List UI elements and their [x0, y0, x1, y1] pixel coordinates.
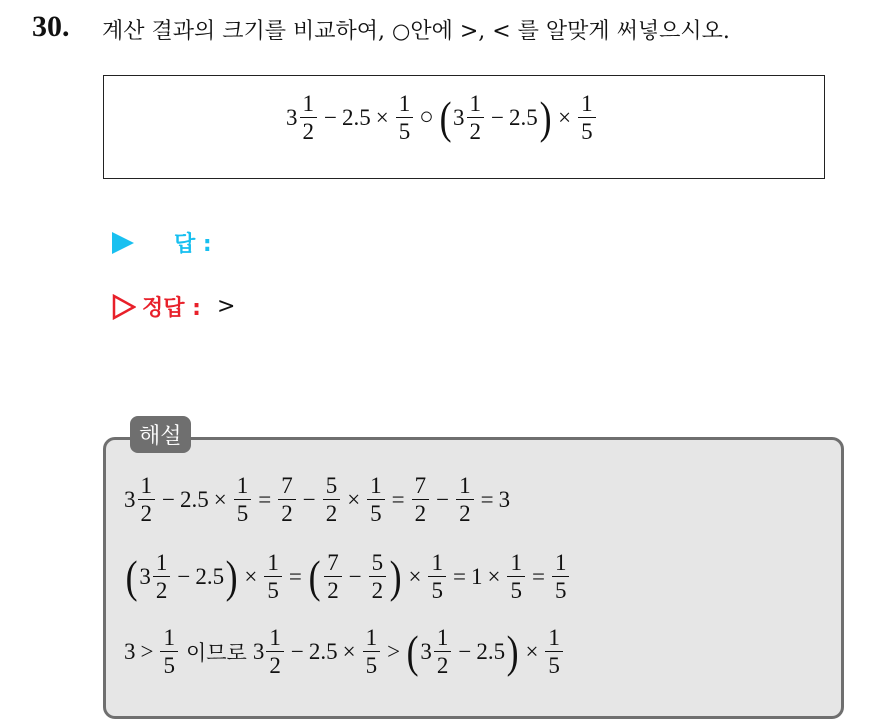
denominator: 2: [269, 653, 281, 678]
denominator: 2: [281, 501, 293, 526]
times-sign: ×: [347, 486, 361, 512]
denominator: 5: [431, 578, 443, 603]
mixed-whole: 3: [139, 563, 151, 589]
mixed-whole: 3: [453, 104, 465, 130]
denominator: 2: [459, 501, 471, 526]
equals-sign: =: [531, 563, 545, 589]
integer: 3: [124, 638, 136, 664]
equals-sign: =: [288, 563, 302, 589]
numerator: 7: [412, 474, 430, 500]
decimal: 2.5: [179, 486, 209, 512]
denominator: 2: [414, 501, 427, 526]
answer-label: 답 :: [174, 232, 212, 257]
denominator: 5: [581, 119, 593, 144]
prompt-text-end: 안에 >, < 를 알맞게 써넣으시오.: [410, 19, 730, 44]
times-sign: ×: [408, 563, 422, 589]
denominator: 5: [267, 578, 279, 603]
denominator: 5: [510, 578, 522, 603]
decimal: 2.5: [341, 104, 371, 130]
minus-sign: −: [302, 486, 316, 512]
denominator: 5: [236, 501, 249, 526]
left-paren: (: [125, 550, 138, 602]
minus-sign: −: [491, 104, 505, 130]
fraction: [153, 551, 171, 602]
numerator: 5: [369, 551, 387, 577]
minus-sign: −: [177, 563, 191, 589]
fraction: [323, 474, 341, 525]
solution-line-3: [124, 626, 565, 677]
right-paren: ): [389, 550, 402, 602]
minus-sign: −: [162, 486, 175, 512]
denominator: 2: [155, 578, 168, 603]
fraction: [428, 551, 446, 602]
numerator: 1: [545, 626, 563, 652]
solution-tab: 해설: [130, 416, 191, 453]
numerator: 1: [138, 474, 156, 500]
correct-answer-row: [112, 291, 235, 322]
integer: 1: [470, 563, 483, 589]
result: 3: [498, 486, 511, 512]
denominator: 2: [302, 119, 314, 144]
fraction: [545, 626, 563, 677]
mixed-whole: 3: [252, 638, 265, 664]
problem-expression: [286, 92, 598, 143]
numerator: 1: [300, 92, 318, 118]
blank-circle-icon: ○: [419, 104, 434, 130]
numerator: 1: [552, 551, 570, 577]
numerator: 1: [367, 474, 385, 500]
numerator: 1: [507, 551, 525, 577]
equals-sign: =: [391, 486, 405, 512]
equals-sign: =: [480, 486, 494, 512]
prompt-text: 계산 결과의 크기를 비교하여,: [102, 19, 392, 44]
right-paren: ): [539, 91, 552, 143]
times-sign: ×: [375, 104, 389, 130]
play-arrow-icon: [112, 232, 134, 254]
denominator: 2: [327, 578, 339, 603]
numerator: 1: [467, 92, 485, 118]
equals-sign: =: [258, 486, 272, 512]
numerator: 1: [363, 626, 381, 652]
numerator: 1: [578, 92, 596, 118]
minus-sign: −: [436, 486, 450, 512]
fraction: [507, 551, 525, 602]
correct-answer-value: >: [216, 294, 236, 319]
outline-arrow-icon: [112, 294, 136, 320]
fraction: [138, 474, 156, 525]
denominator: 5: [548, 653, 560, 678]
fraction: [266, 626, 284, 677]
left-paren: (: [439, 91, 452, 143]
fraction: [434, 626, 452, 677]
right-paren: ): [225, 550, 238, 602]
times-sign: ×: [213, 486, 227, 512]
solution-line-1: [124, 474, 510, 525]
fraction: [367, 474, 385, 525]
numerator: 1: [396, 92, 414, 118]
korean-conjunction: 이므로: [185, 640, 247, 665]
correct-answer-label: 정답 :: [142, 296, 201, 321]
times-sign: ×: [487, 563, 501, 589]
numerator: 1: [264, 551, 282, 577]
decimal: 2.5: [509, 104, 538, 130]
denominator: 2: [436, 653, 449, 678]
question-prompt: [102, 14, 730, 45]
times-sign: ×: [342, 638, 356, 664]
circle-icon: ○: [392, 19, 411, 43]
left-paren: (: [308, 550, 321, 602]
numerator: 1: [456, 474, 474, 500]
fraction: [363, 626, 381, 677]
times-sign: ×: [525, 638, 539, 664]
times-sign: ×: [558, 104, 572, 130]
denominator: 5: [398, 119, 411, 144]
fraction: [456, 474, 474, 525]
answer-row: [112, 227, 212, 258]
decimal: 2.5: [476, 638, 506, 664]
denominator: 2: [371, 578, 384, 603]
mixed-whole: 3: [124, 486, 136, 512]
denominator: 5: [163, 653, 175, 678]
fraction: [264, 551, 282, 602]
numerator: 1: [234, 474, 252, 500]
minus-sign: −: [348, 563, 362, 589]
denominator: 5: [370, 501, 382, 526]
greater-than-sign: >: [387, 638, 401, 664]
minus-sign: −: [324, 104, 337, 130]
fraction: [412, 474, 430, 525]
question-number: 30.: [32, 10, 70, 43]
solution-line-2: [124, 551, 571, 602]
numerator: 5: [323, 474, 341, 500]
fraction: [467, 92, 485, 143]
fraction: [300, 92, 318, 143]
fraction: [578, 92, 596, 143]
right-paren: ): [506, 625, 519, 677]
denominator: 5: [365, 653, 378, 678]
mixed-whole: 3: [286, 104, 298, 130]
greater-than-sign: >: [140, 638, 154, 664]
denominator: 2: [140, 501, 152, 526]
numerator: 7: [278, 474, 296, 500]
fraction: [552, 551, 570, 602]
fraction: [369, 551, 387, 602]
numerator: 1: [266, 626, 284, 652]
fraction: [160, 626, 178, 677]
problem-box: [103, 75, 825, 179]
left-paren: (: [406, 625, 419, 677]
minus-sign: −: [458, 638, 472, 664]
denominator: 2: [325, 501, 338, 526]
mixed-whole: 3: [420, 638, 432, 664]
fraction: [396, 92, 414, 143]
decimal: 2.5: [308, 638, 338, 664]
minus-sign: −: [290, 638, 304, 664]
times-sign: ×: [244, 563, 258, 589]
denominator: 5: [554, 578, 567, 603]
fraction: [324, 551, 342, 602]
fraction: [234, 474, 252, 525]
numerator: 7: [324, 551, 342, 577]
numerator: 1: [428, 551, 446, 577]
equals-sign: =: [452, 563, 466, 589]
denominator: 2: [469, 119, 482, 144]
fraction: [278, 474, 296, 525]
numerator: 1: [160, 626, 178, 652]
numerator: 1: [153, 551, 171, 577]
decimal: 2.5: [195, 563, 225, 589]
numerator: 1: [434, 626, 452, 652]
